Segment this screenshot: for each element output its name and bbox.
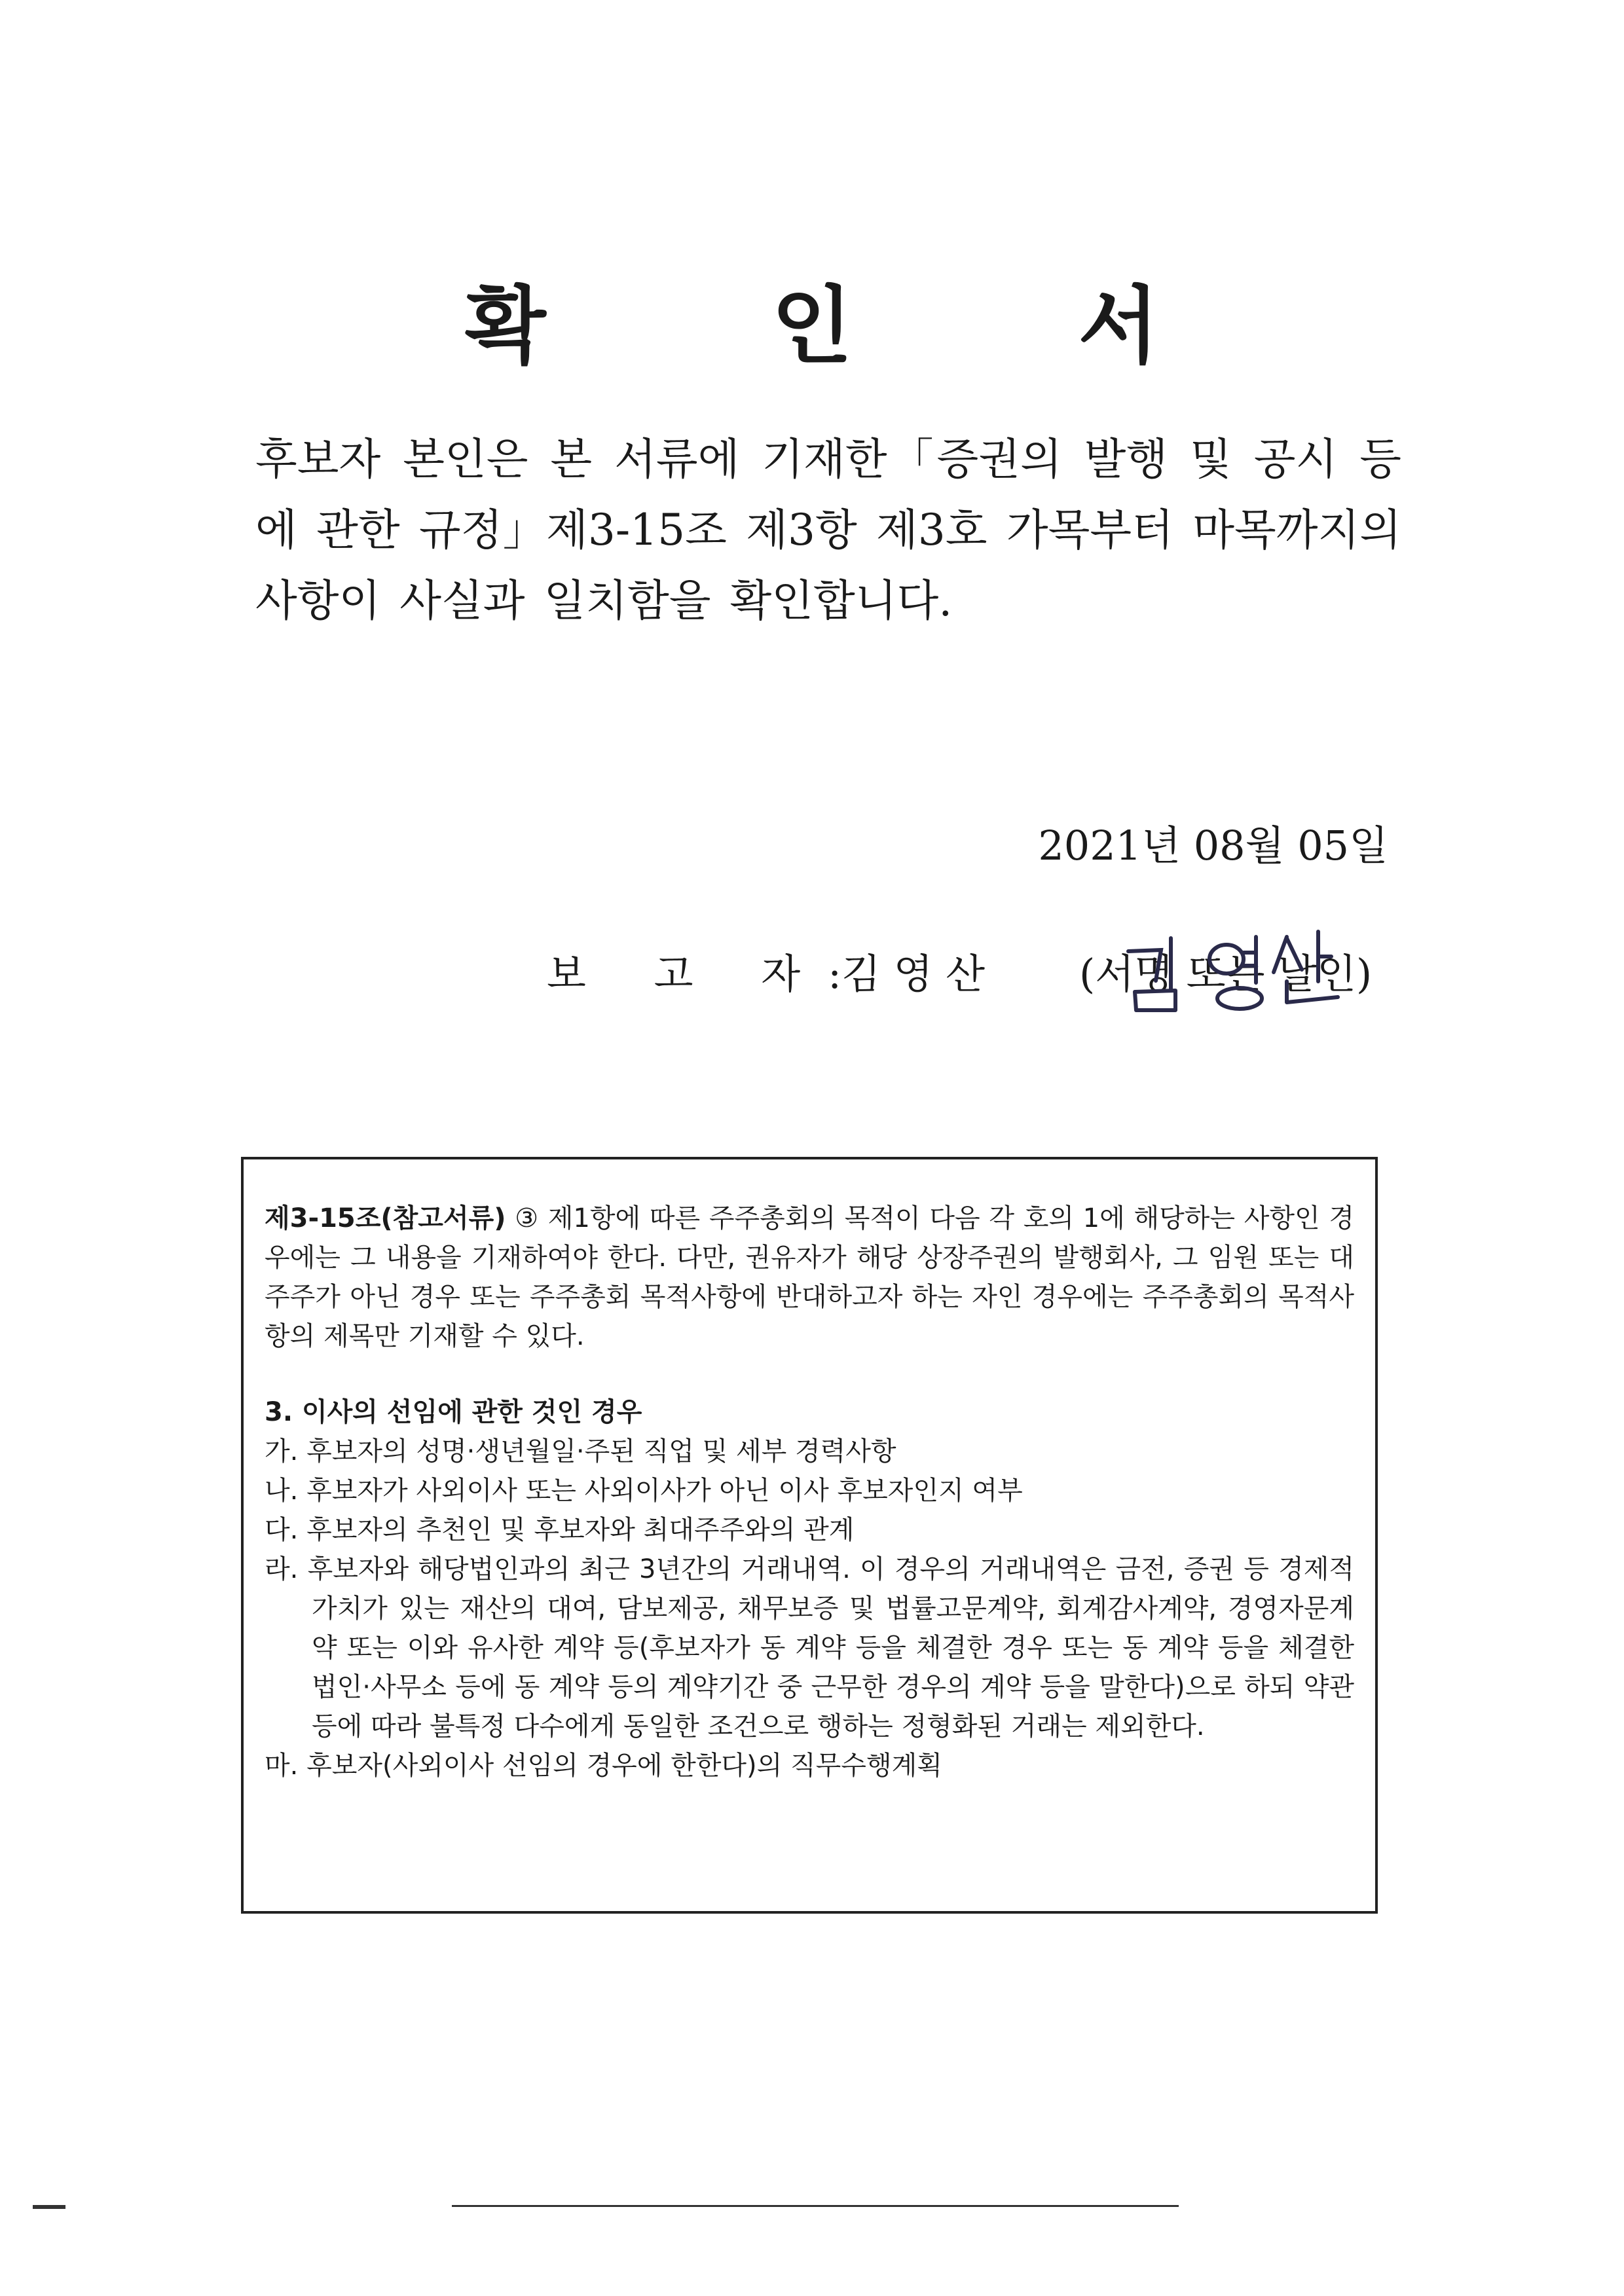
scan-mark-left [33,2205,65,2209]
document-date: 2021년 08월 05일 [1038,822,1388,869]
reference-paragraph [265,1199,1354,1356]
signature-area [1079,941,1372,1000]
list-item-na: 나. 후보자가 사외이사 또는 사외이사가 아닌 이사 후보자인지 여부 [265,1476,1023,1506]
section-heading: 3. 이사의 선임에 관한 것인 경우 [265,1397,642,1427]
handwritten-signature [1115,919,1390,1017]
list-item-ma: 마. 후보자(사외이사 선임의 경우에 한한다)의 직무수행계획 [265,1751,942,1781]
bottom-rule [452,2205,1179,2207]
reporter-label: 보 고 자 [547,950,828,998]
signature-note: (서명 또는 날인) [1079,950,1373,998]
reference-text: ③ 제1항에 따른 주주총회의 목적이 다음 각 호의 1에 해당하는 사항인 경우에는 그 내용을 기재하여야 한다. 다만, 권유자가 해당 상장주권의 발행회사, 그 임원 또는 대주주가 아닌 경우 또는 주주총회 목적사항에 반대하고자 하는 자인 경우에는 주주총회의 목적사항의 제목만 기재할 수 있다. [265,1203,1355,1351]
reporter-separator: : [828,950,841,998]
list-item-ra: 라. 후보자와 해당법인과의 최근 3년간의 거래내역. 이 경우의 거래내역은 금전, 증권 등 경제적 가치가 있는 재산의 대여, 담보제공, 채무보증 및 법률고문계약, 회계감사계약, 경영자문계약 또는 이와 유사한 계약 등(후보자가 동 계약 등을 체결한 경우 또는 동 계약 등을 체결한 법인·사무소 등에 동 계약 등의 계약기간 중 근무한 경우의 계약 등을 말한다)으로 하되 약관 등에 따라 불특정 다수에게 동일한 조건으로 행하는 정형화된 거래는 제외한다. [265,1554,1354,1741]
reporter-name: 김 영 산 [841,950,986,998]
list-item-ga: 가. 후보자의 성명·생년월일·주된 직업 및 세부 경력사항 [265,1436,896,1467]
reference-heading: 제3-15조(참고서류) [265,1203,506,1233]
reporter-line [547,941,985,1000]
reference-box [241,1157,1378,1914]
document-title: 확 인 서 [464,277,1258,375]
confirmation-statement: 후보자 본인은 본 서류에 기재한「증권의 발행 및 공시 등에 관한 규정」제3-15조 제3항 제3호 가목부터 마목까지의 사항이 사실과 일치함을 확인합니다. [255,434,1401,626]
list-item-da: 다. 후보자의 추천인 및 후보자와 최대주주와의 관계 [265,1515,855,1545]
